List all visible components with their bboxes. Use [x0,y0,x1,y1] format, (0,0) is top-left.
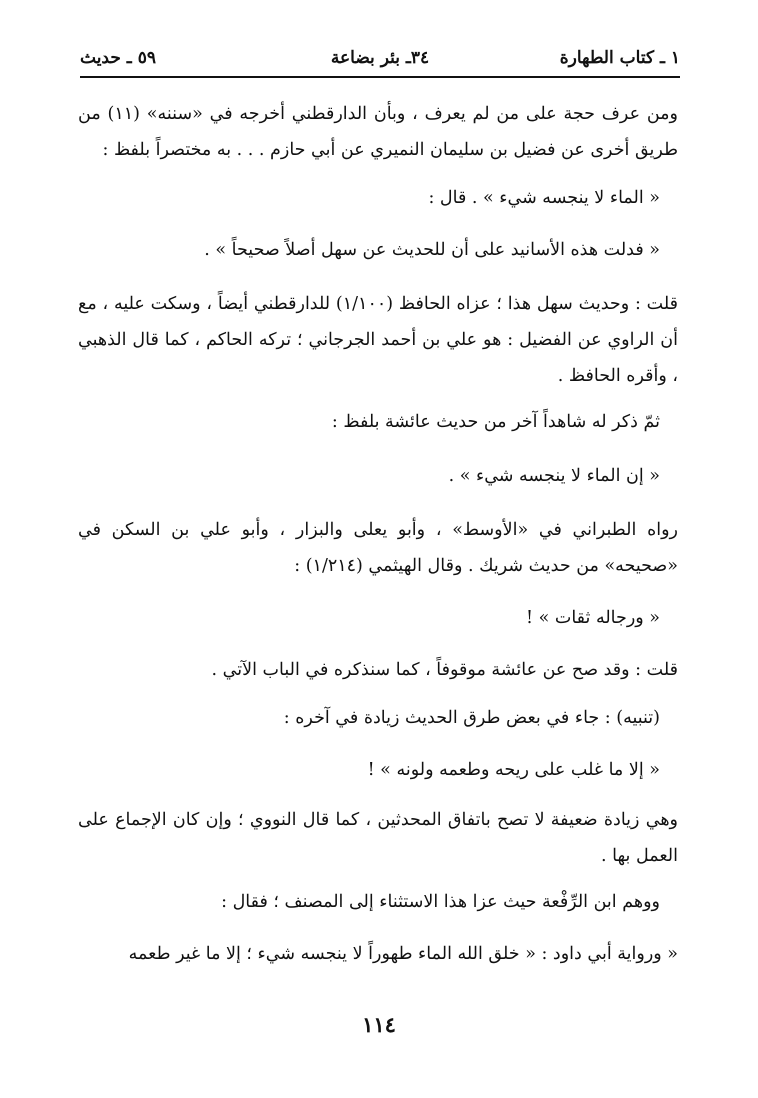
running-header [80,44,680,78]
paragraph: قلت : وحديث سهل هذا ؛ عزاه الحافظ (١/١٠٠) للدارقطني أيضاً ، وسكت عليه ، مع أن الراوي عن الفضيل : هو علي بن أحمد الجرجاني ؛ تركه الحاكم ، كما قال الذهبي ، وأقره الحافظ . [78,294,678,386]
header-section: ٣٤ـ بئر بضاعة [330,48,430,68]
quote-line: « ورواية أبي داود : « خلق الله الماء طهوراً لا ينجسه شيء ؛ إلا ما غير طعمه [128,944,678,964]
quote-line: « الماء لا ينجسه شيء » . قال : [428,188,660,208]
note-paragraph: (تنبيه) : جاء في بعض طرق الحديث زيادة في آخره : [283,708,660,728]
quote-line: « إن الماء لا ينجسه شيء » . [448,466,660,486]
quote-line: « إلا ما غلب على ريحه وطعمه ولونه » ! [367,760,660,780]
header-hadith-number: ٥٩ ـ حديث [80,48,156,68]
quote-line: « ورجاله ثقات » ! [526,608,660,628]
paragraph: وهي زيادة ضعيفة لا تصح باتفاق المحدثين ، كما قال النووي ؛ وإن كان الإجماع على العمل بها . [78,810,678,866]
paragraph: قلت : وقد صح عن عائشة موقوفاً ، كما سنذكره في الباب الآتي . [211,660,678,680]
paragraph: ووهم ابن الرِّفْعة حيث عزا هذا الاستثناء إلى المصنف ؛ فقال : [221,892,660,912]
page-number: ١١٤ [362,1012,396,1037]
paragraph: رواه الطبراني في «الأوسط» ، وأبو يعلى والبزار ، وأبو علي بن السكن في «صحيحه» من حديث شريك . وقال الهيثمي (١/٢١٤) : [78,520,678,576]
paragraph: ثمّ ذكر له شاهداً آخر من حديث عائشة بلفظ : [331,412,660,432]
header-chapter: ١ ـ كتاب الطهارة [559,48,680,68]
quote-line: « فدلت هذه الأسانيد على أن للحديث عن سهل أصلاً صحيحاً » . [204,240,660,260]
paragraph: ومن عرف حجة على من لم يعرف ، وبأن الدارقطني أخرجه في «سننه» (١١) من طريق أخرى عن فضيل بن سليمان النميري عن أبي حازم . . . به مختصراً بلفظ : [78,104,678,160]
